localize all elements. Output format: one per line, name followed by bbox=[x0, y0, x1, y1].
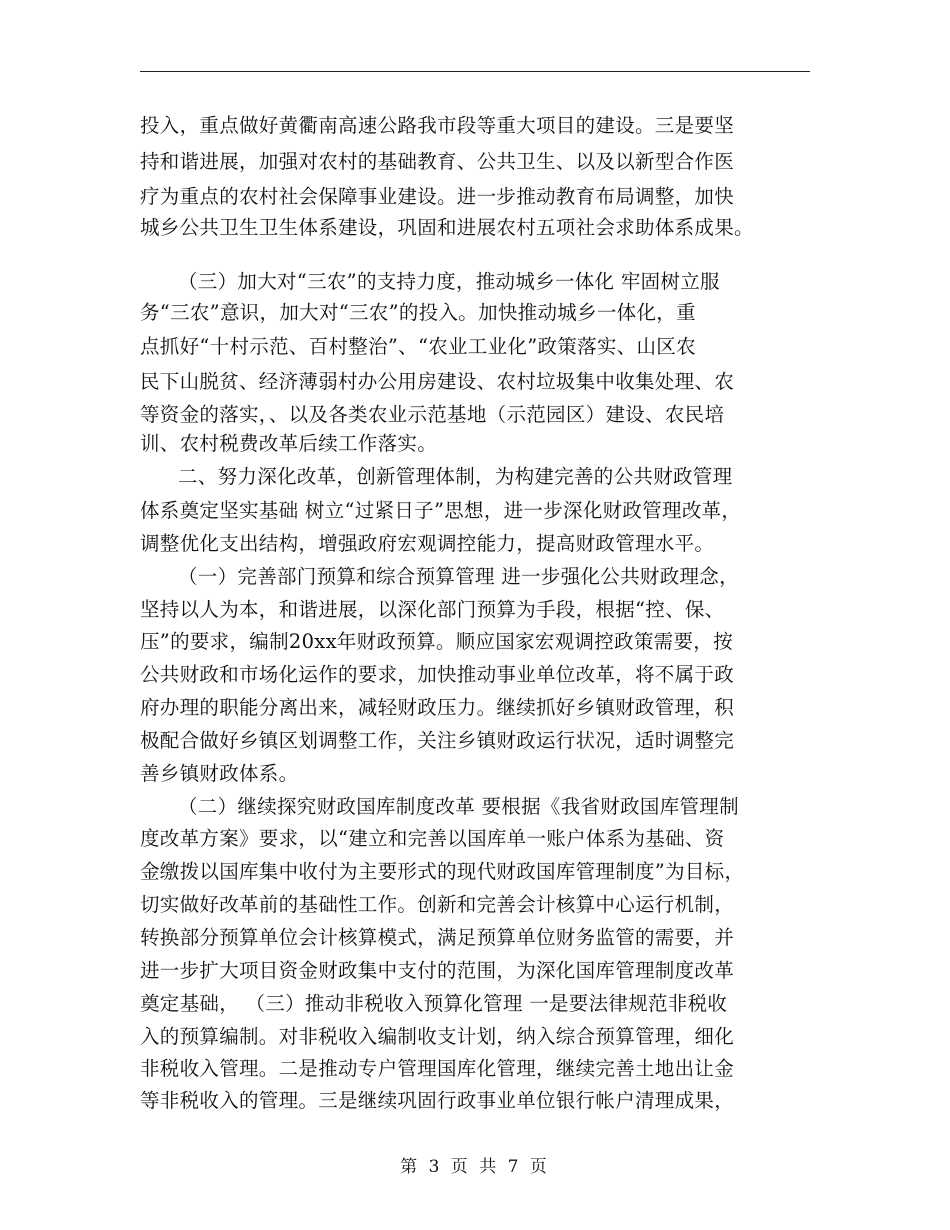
text-line: 等非税收入的管理。三是继续巩固行政事业单位银行帐户清理成果， bbox=[140, 1089, 735, 1112]
text-line: 奠定基础， （三）推动非税收入预算化管理 一是要法律规范非税收 bbox=[140, 992, 728, 1015]
text-line: 点抓好“十村示范、百村整治”、“农业工业化”政策落实、山区农 bbox=[140, 335, 696, 358]
text-line: 入的预算编制。对非税收入编制收支计划，纳入综合预算管理，细化 bbox=[140, 1025, 735, 1048]
text-line: 府办理的职能分离出来，减轻财政压力。继续抓好乡镇财政管理，积 bbox=[140, 696, 735, 719]
text-line: 坚持以人为本，和谐进展，以深化部门预算为手段，根据“控、保、 bbox=[140, 598, 725, 621]
text-line: 疗为重点的农村社会保障事业建设。进一步推动教育布局调整，加快 bbox=[140, 185, 735, 208]
text-line: 体系奠定坚实基础 树立“过紧日子”思想，进一步深化财政管理改革， bbox=[140, 499, 742, 522]
text-line: 度改革方案》要求，以“建立和完善以国库单一账户体系为基础、资 bbox=[140, 827, 725, 850]
text-line: 压”的要求，编制20xx年财政预算。顺应国家宏观调控政策需要，按 bbox=[140, 630, 733, 653]
text-line: 切实做好改革前的基础性工作。创新和完善会计核算中心运行机制， bbox=[140, 893, 735, 916]
text-line: 务“三农”意识，加大对“三农”的投入。加快推动城乡一体化，重 bbox=[140, 301, 696, 324]
text-line: 善乡镇财政体系。 bbox=[140, 762, 299, 785]
text-line: （三）加大对“三农”的支持力度，推动城乡一体化 牢固树立服 bbox=[178, 270, 720, 293]
text-line: 调整优化支出结构，增强政府宏观调控能力，提高财政管理水平。 bbox=[140, 532, 715, 555]
text-line: 转换部分预算单位会计核算模式，满足预算单位财务监管的需要，并 bbox=[140, 926, 735, 949]
text-line: 投入，重点做好黄衢南高速公路我市段等重大项目的建设。三是要坚 bbox=[140, 114, 735, 137]
text-line: （二）继续探究财政国库制度改革 要根据《我省财政国库管理制 bbox=[178, 795, 739, 818]
text-line: 金缴拨以国库集中收付为主要形式的现代财政国库管理制度”为目标， bbox=[140, 860, 745, 883]
text-line: 民下山脱贫、经济薄弱村办公用房建设、农村垃圾集中收集处理、农 bbox=[140, 370, 735, 393]
text-line: 二、努力深化改革，创新管理体制，为构建完善的公共财政管理 bbox=[178, 465, 733, 488]
text-line: 公共财政和市场化运作的要求，加快推动事业单位改革，将不属于政 bbox=[140, 663, 735, 686]
header-rule bbox=[140, 71, 810, 72]
text-line: 非税收入管理。二是推动专户管理国库化管理，继续完善土地出让金 bbox=[140, 1057, 735, 1080]
text-line: （一）完善部门预算和综合预算管理 进一步强化公共财政理念， bbox=[178, 565, 739, 588]
text-line: 持和谐进展，加强对农村的基础教育、公共卫生、以及以新型合作医 bbox=[140, 150, 735, 173]
text-line: 城乡公共卫生卫生体系建设，巩固和进展农村五项社会求助体系成果。 bbox=[140, 216, 754, 239]
text-line: 等资金的落实，、以及各类农业示范基地（示范园区）建设、农民培 bbox=[140, 403, 725, 426]
page-footer: 第 3 页 共 7 页 bbox=[400, 1157, 550, 1177]
text-line: 进一步扩大项目资金财政集中支付的范围，为深化国库管理制度改革 bbox=[140, 959, 735, 982]
text-line: 极配合做好乡镇区划调整工作，关注乡镇财政运行状况，适时调整完 bbox=[140, 729, 735, 752]
text-line: 训、农村税费改革后续工作落实。 bbox=[140, 432, 438, 455]
